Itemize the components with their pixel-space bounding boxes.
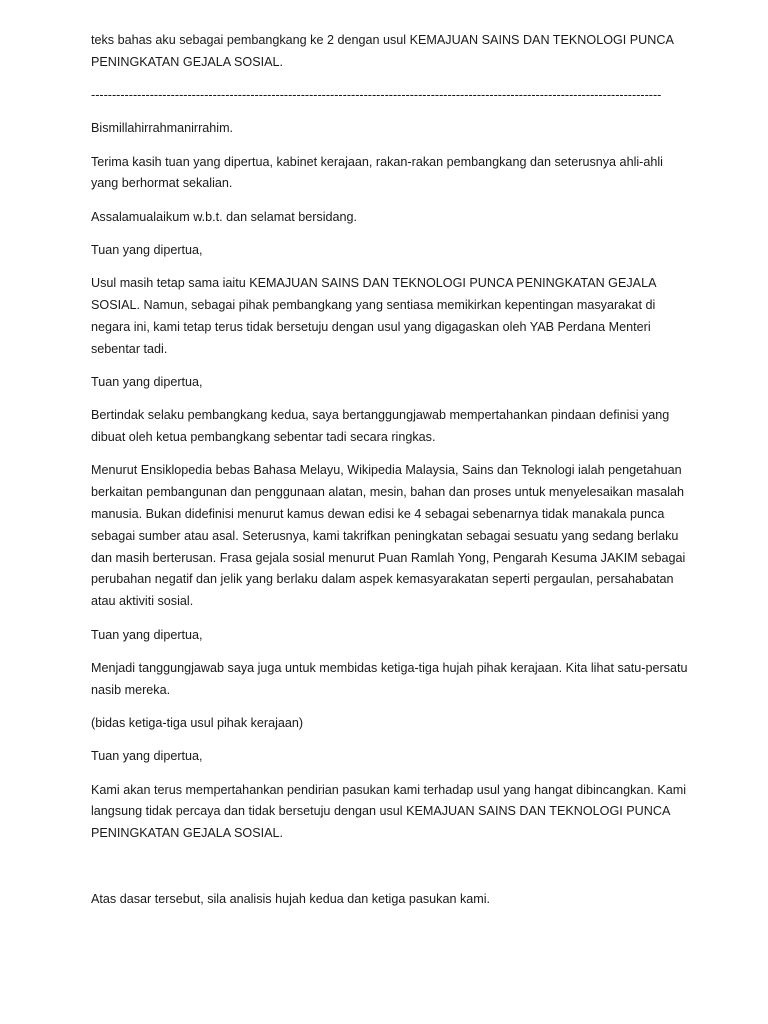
rebuttal-note: (bidas ketiga-tiga usul pihak kerajaan) (91, 715, 304, 730)
thanks-paragraph: Terima kasih tuan yang dipertua, kabinet kerajaan, rakan-rakan pembangkang dan seterusnya ahli-ahli yang berhormat sekalian. (91, 154, 663, 191)
document-body (91, 30, 691, 923)
motion-paragraph: Usul masih tetap sama iaitu KEMAJUAN SAINS DAN TEKNOLOGI PUNCA PENINGKATAN GEJALA SOSIAL. Namun, sebagai pihak pembangkang yang sentiasa memikirkan kepentingan masyarakat di negara ini, kami tetap terus tidak bersetuju dengan usul yang digagaskan oleh YAB Perdana Menteri sebentar tadi. (91, 276, 656, 356)
stance-paragraph: Kami akan terus mempertahankan pendirian pasukan kami terhadap usul yang hangat dibincangkan. Kami langsung tidak percaya dan tidak bersetuju dengan usul KEMAJUAN SAINS DAN TEKNOLOGI PUNCA PENINGKATAN GEJALA SOSIAL. (91, 782, 687, 841)
rebuttal-intro-paragraph: Menjadi tanggungjawab saya juga untuk membidas ketiga-tiga hujah pihak kerajaan. Kita lihat satu-persatu nasib mereka. (91, 660, 688, 697)
intro-paragraph: teks bahas aku sebagai pembangkang ke 2 dengan usul KEMAJUAN SAINS DAN TEKNOLOGI PUNCA PENINGKATAN GEJALA SOSIAL. (91, 33, 674, 69)
blank-space (91, 856, 691, 889)
address-line: Tuan yang dipertua, (91, 243, 203, 258)
role-paragraph: Bertindak selaku pembangkang kedua, saya bertanggungjawab mempertahankan pindaan definisi yang dibuat oleh ketua pembangkang sebentar tadi secara ringkas. (91, 408, 670, 445)
address-line: Tuan yang dipertua, (91, 627, 203, 642)
separator-line: ---------------------------------------------------------------------------------------------------------------------------------------- (91, 88, 662, 103)
opening-line: Bismillahirrahmanirrahim. (91, 121, 234, 136)
definition-paragraph: Menurut Ensiklopedia bebas Bahasa Melayu, Wikipedia Malaysia, Sains dan Teknologi ialah pengetahuan berkaitan pembangunan dan penggunaan alatan, mesin, bahan dan proses untuk menyelesaikan masalah manusia. Bukan didefinisi menurut kamus dewan edisi ke 4 sebagai sebenarnya tidak manakala punca sebagai sumber atau asal. Seterusnya, kami takrifkan peningkatan sebagai sesuatu yang sedang berlaku dan masih berterusan. Frasa gejala sosial menurut Puan Ramlah Yong, Pengarah Kesuma JAKIM sebagai perubahan negatif dan jelik yang berlaku dalam aspek kemasyarakatan seperti pergaulan, persahabatan atau aktiviti sosial. (91, 463, 686, 609)
closing-line: Atas dasar tersebut, sila analisis hujah kedua dan ketiga pasukan kami. (91, 892, 491, 907)
address-line: Tuan yang dipertua, (91, 749, 203, 764)
greeting-line: Assalamualaikum w.b.t. dan selamat bersidang. (91, 209, 358, 224)
address-line: Tuan yang dipertua, (91, 375, 203, 390)
